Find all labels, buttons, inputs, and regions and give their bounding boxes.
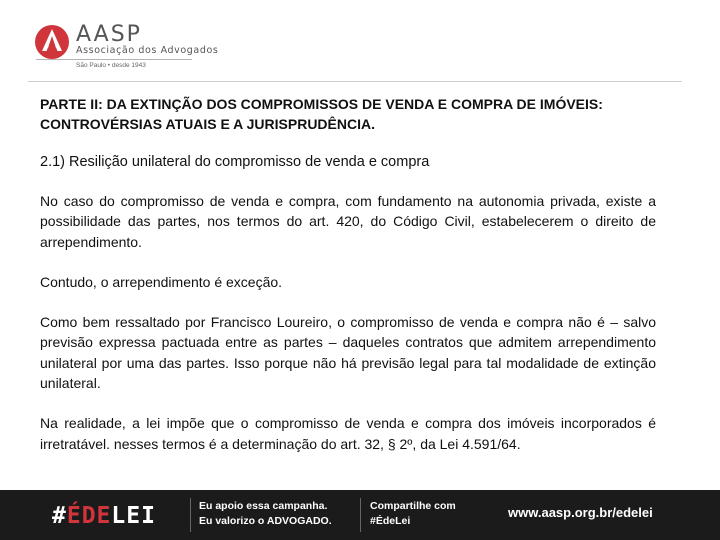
paragraph: Como bem ressaltado por Francisco Loureiro, o compromisso de venda e compra não é – salvo previsão expressa pactuada entre as partes – daqueles contratos que admitem arrependimento unilateral por uma das partes. Isso porque não há previsão legal para tal modalidade de extinção unilateral. — [40, 314, 656, 392]
hashtag-suffix: LEI — [111, 503, 156, 529]
campaign-hashtag — [52, 503, 156, 529]
logo-tagline: São Paulo • desde 1943 — [76, 62, 146, 69]
support-line: Eu valorizo o ADVOGADO. — [199, 515, 332, 527]
support-message — [199, 499, 332, 529]
footer-divider — [360, 498, 361, 532]
content-top-rule — [28, 81, 682, 82]
logo-name: AASP — [76, 22, 142, 47]
hashtag-prefix: # — [52, 503, 67, 529]
document-title: PARTE II: DA EXTINÇÃO DOS COMPROMISSOS DE VENDA E COMPRA DE IMÓVEIS: CONTROVÉRSIAS ATUAIS E A JURISPRUDÊNCIA. — [40, 96, 603, 132]
paragraph: No caso do compromisso de venda e compra, com fundamento na autonomia privada, existe a possibilidade das partes, nos termos do art. 420, do Código Civil, estabelecerem o direito de arrependimento. — [40, 193, 656, 250]
page-header — [0, 0, 720, 80]
document-body — [40, 94, 656, 474]
hashtag-accent: ÉDE — [66, 503, 112, 529]
share-message — [370, 499, 456, 529]
header-rule — [36, 59, 192, 60]
share-line: Compartilhe com — [370, 500, 456, 512]
section-title: 2.1) Resilição unilateral do compromisso de venda e compra — [40, 154, 430, 170]
paragraph: Na realidade, a lei impõe que o compromisso de venda e compra dos imóveis incorporados é irretratável. nesses termos é a determinação do art. 32, § 2º, da Lei 4.591/64. — [40, 415, 656, 452]
campaign-url-link[interactable]: www.aasp.org.br/edelei — [508, 505, 653, 520]
campaign-footer-banner — [0, 490, 720, 540]
aasp-logo-icon — [34, 24, 70, 60]
paragraph: Contudo, o arrependimento é exceção. — [40, 273, 283, 290]
logo-subtitle: Associação dos Advogados — [76, 45, 219, 56]
share-line: #ÉdeLei — [370, 515, 411, 527]
footer-divider — [190, 498, 191, 532]
support-line: Eu apoio essa campanha. — [199, 500, 328, 512]
